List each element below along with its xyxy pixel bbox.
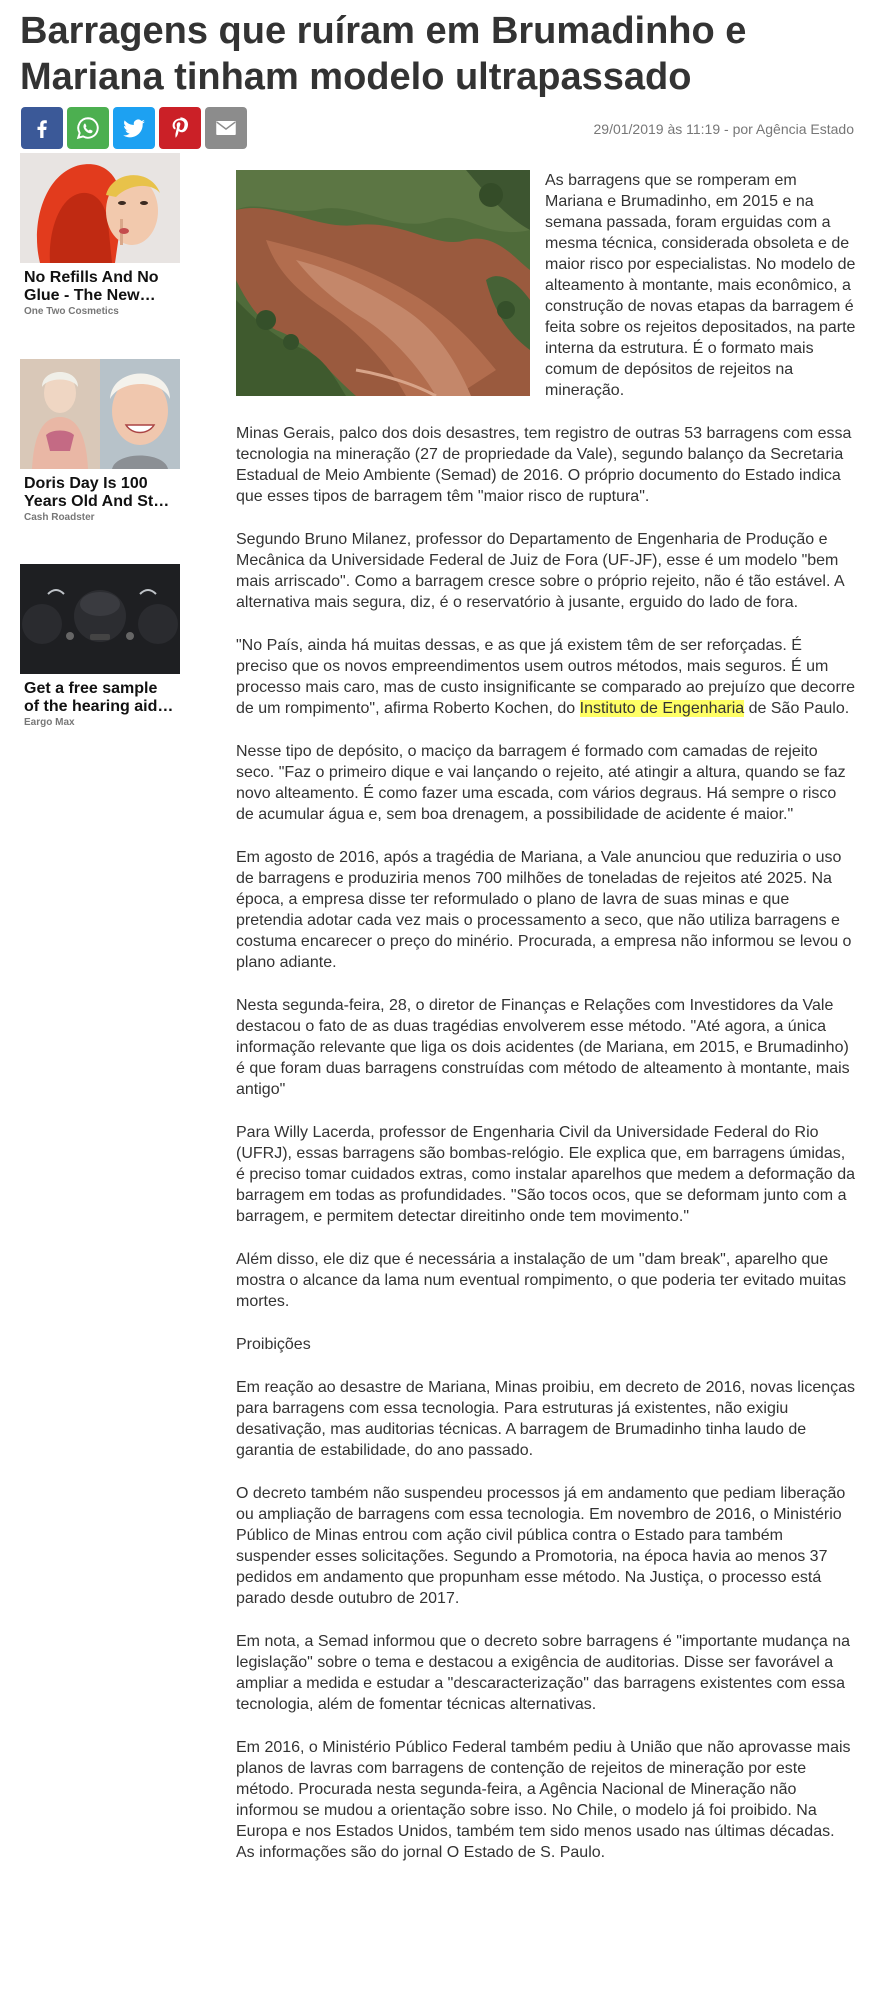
sponsored-ad[interactable] [20,564,180,728]
paragraph-text: "No País, ainda há muitas dessas, e as que já existem têm de ser reforçadas. É preciso que os novos empreendimentos usem outros métodos, mais seguros. É um processo mais caro, mas de custo insignificante se comparado ao prejuízo que decorre de um rompimento", afirma Roberto Kochen, do [236,637,855,717]
ad-title[interactable]: Doris Day Is 100 Years Old And St… [24,475,170,510]
email-icon [213,115,239,141]
ad-title[interactable]: Get a free sample of the hearing aid… [24,680,174,715]
article-paragraph: Além disso, ele diz que é necessária a instalação de um "dam break", aparelho que mostra o alcance da lama num eventual rompimento, o que poderia ter evitado muitas mortes. [236,1251,847,1310]
article-headline: Barragens que ruíram em Brumadinho e Mariana tinham modelo ultrapassado [20,10,747,98]
article-byline: 29/01/2019 às 11:19 - por Agência Estado [593,121,854,137]
article-paragraph: Segundo Bruno Milanez, professor do Departamento de Engenharia de Produção e Mecânica da Universidade Federal de Juiz de Fora (UF-JF), esse é um modelo "bem mais arriscado". Como a barragem cresce sobre o próprio rejeito, não é tão estável. A alternativa mais segura, diz, é o reservatório à jusante, erguido do lado de fora. [236,531,844,611]
ad-thumbnail [20,564,180,674]
article-paragraph: Em 2016, o Ministério Público Federal também pediu à União que não aprovasse mais planos de lavras com barragens de contenção de rejeitos de mineração por este método. Procurada nesta segunda-feira, a Agência Nacional de Mineração não informou se mudou a orientação sobre isso. No Chile, o modelo já foi proibido. Na Europa e nos Estados Unidos, também tem sido menos usado nas últimas décadas. As informações são do jornal O Estado de S. Paulo. [236,1739,851,1861]
article-paragraph: Para Willy Lacerda, professor de Engenharia Civil da Universidade Federal do Rio (UFRJ), essas barragens são bombas-relógio. Ele explica que, em barragens úmidas, é preciso tomar cuidados extras, como instalar aparelhos que medem a deformação da barragem em todas as profundidades. "São tocos ocos, que se deformam junto com a barragem, e permitem detectar direitinho onde tem movimento." [236,1124,855,1225]
article-paragraph: Em reação ao desastre de Mariana, Minas proibiu, em decreto de 2016, novas licenças para barragens com essa tecnologia. Para estruturas já existentes, não exigiu desativação, mas auditorias técnicas. A barragem de Brumadinho tinha laudo de garantia de estabilidade, do ano passado. [236,1379,856,1459]
sponsored-ad[interactable] [20,359,180,523]
ad-title[interactable]: No Refills And No Glue - The New… [24,269,159,304]
article-paragraph: Nesta segunda-feira, 28, o diretor de Finanças e Relações com Investidores da Vale destacou o fato de as duas tragédias envolverem esse método. "Até agora, a única informação relevante que liga os dois acidentes (de Mariana, em 2015, e Brumadinho) é que foram duas barragens construídas com método de alteamento à montante, mais antigo" [236,997,850,1098]
ad-source: One Two Cosmetics [24,306,119,317]
article-paragraph: Nesse tipo de depósito, o maciço da barragem é formado com camadas de rejeito seco. "Faz o primeiro dique e vai lançando o rejeito, até atingir a altura, quando se faz novo alteamento. É como fazer uma escada, com vários degraus. Há sempre o risco de acumular água e, sem boa drenagem, a possibilidade de acidente é maior." [236,743,846,823]
share-whatsapp-button[interactable] [67,107,109,149]
article-paragraph: Em agosto de 2016, após a tragédia de Mariana, a Vale anunciou que reduziria o uso de barragens e produziria menos 700 milhões de toneladas de rejeitos até 2025. Na época, a empresa disse ter reformulado o plano de lavra de suas minas e que pretendia adotar cada vez mais o processamento a seco, que não utiliza barragens e costuma encarecer o preço do minério. Procurada, a empresa não informou se levou o plano adiante. [236,849,852,971]
instituto-engenharia-link[interactable]: Instituto de Engenharia [579,700,745,717]
ad-source: Cash Roadster [24,512,95,523]
article-paragraph: O decreto também não suspendeu processos já em andamento que pediam liberação ou ampliação de barragens com essa tecnologia. Em novembro de 2016, o Ministério Público de Minas entrou com ação civil pública contra o Estado para também suspender esses solicitações. Segundo a Promotoria, na época havia ao menos 37 pedidos em andamento que propunham esse método. Na Justiça, o processo está parado desde outubro de 2017. [236,1485,846,1607]
whatsapp-icon [75,115,101,141]
article-paragraph: Em nota, a Semad informou que o decreto sobre barragens é "importante mudança na legislação" sobre o tema e destacou a exigência de auditorias. Disse ser favorável a ampliar a medida e estudar a "descaracterização" das barragens existentes com essa tecnologia, além de fomentar técnicas alternativas. [236,1633,851,1713]
article-body [236,170,856,1885]
ad-source: Eargo Max [24,717,75,728]
pinterest-icon [168,116,192,140]
article-paragraph [236,635,856,719]
article-subheading: Proibições [236,1336,311,1353]
ad-thumbnail [20,153,180,263]
share-bar [21,107,247,149]
article-paragraph: Minas Gerais, palco dos dois desastres, tem registro de outras 53 barragens com essa tecnologia na mineração (27 de propriedade da Vale), segundo balanço da Secretaria Estadual de Meio Ambiente (Semad) de 2016. O próprio documento do Estado indica que esses tipos de barragem têm "maior risco de ruptura". [236,425,852,505]
article-paragraph: As barragens que se romperam em Mariana e Brumadinho, em 2015 e na semana passada, foram erguidas com a mesma técnica, considerada obsoleta e de maior risco por especialistas. No modelo de alteamento à montante, mais econômico, a construção de novas etapas da barragem é feita sobre os rejeitos depositados, na parte interna da estrutura. É o formato mais comum de depósitos de rejeitos na mineração. [545,172,856,399]
twitter-icon [121,115,147,141]
paragraph-text: de São Paulo. [744,700,850,717]
facebook-icon [30,116,54,140]
share-email-button[interactable] [205,107,247,149]
share-twitter-button[interactable] [113,107,155,149]
ad-thumbnail [20,359,180,469]
share-pinterest-button[interactable] [159,107,201,149]
share-facebook-button[interactable] [21,107,63,149]
sponsored-ad[interactable] [20,153,180,317]
